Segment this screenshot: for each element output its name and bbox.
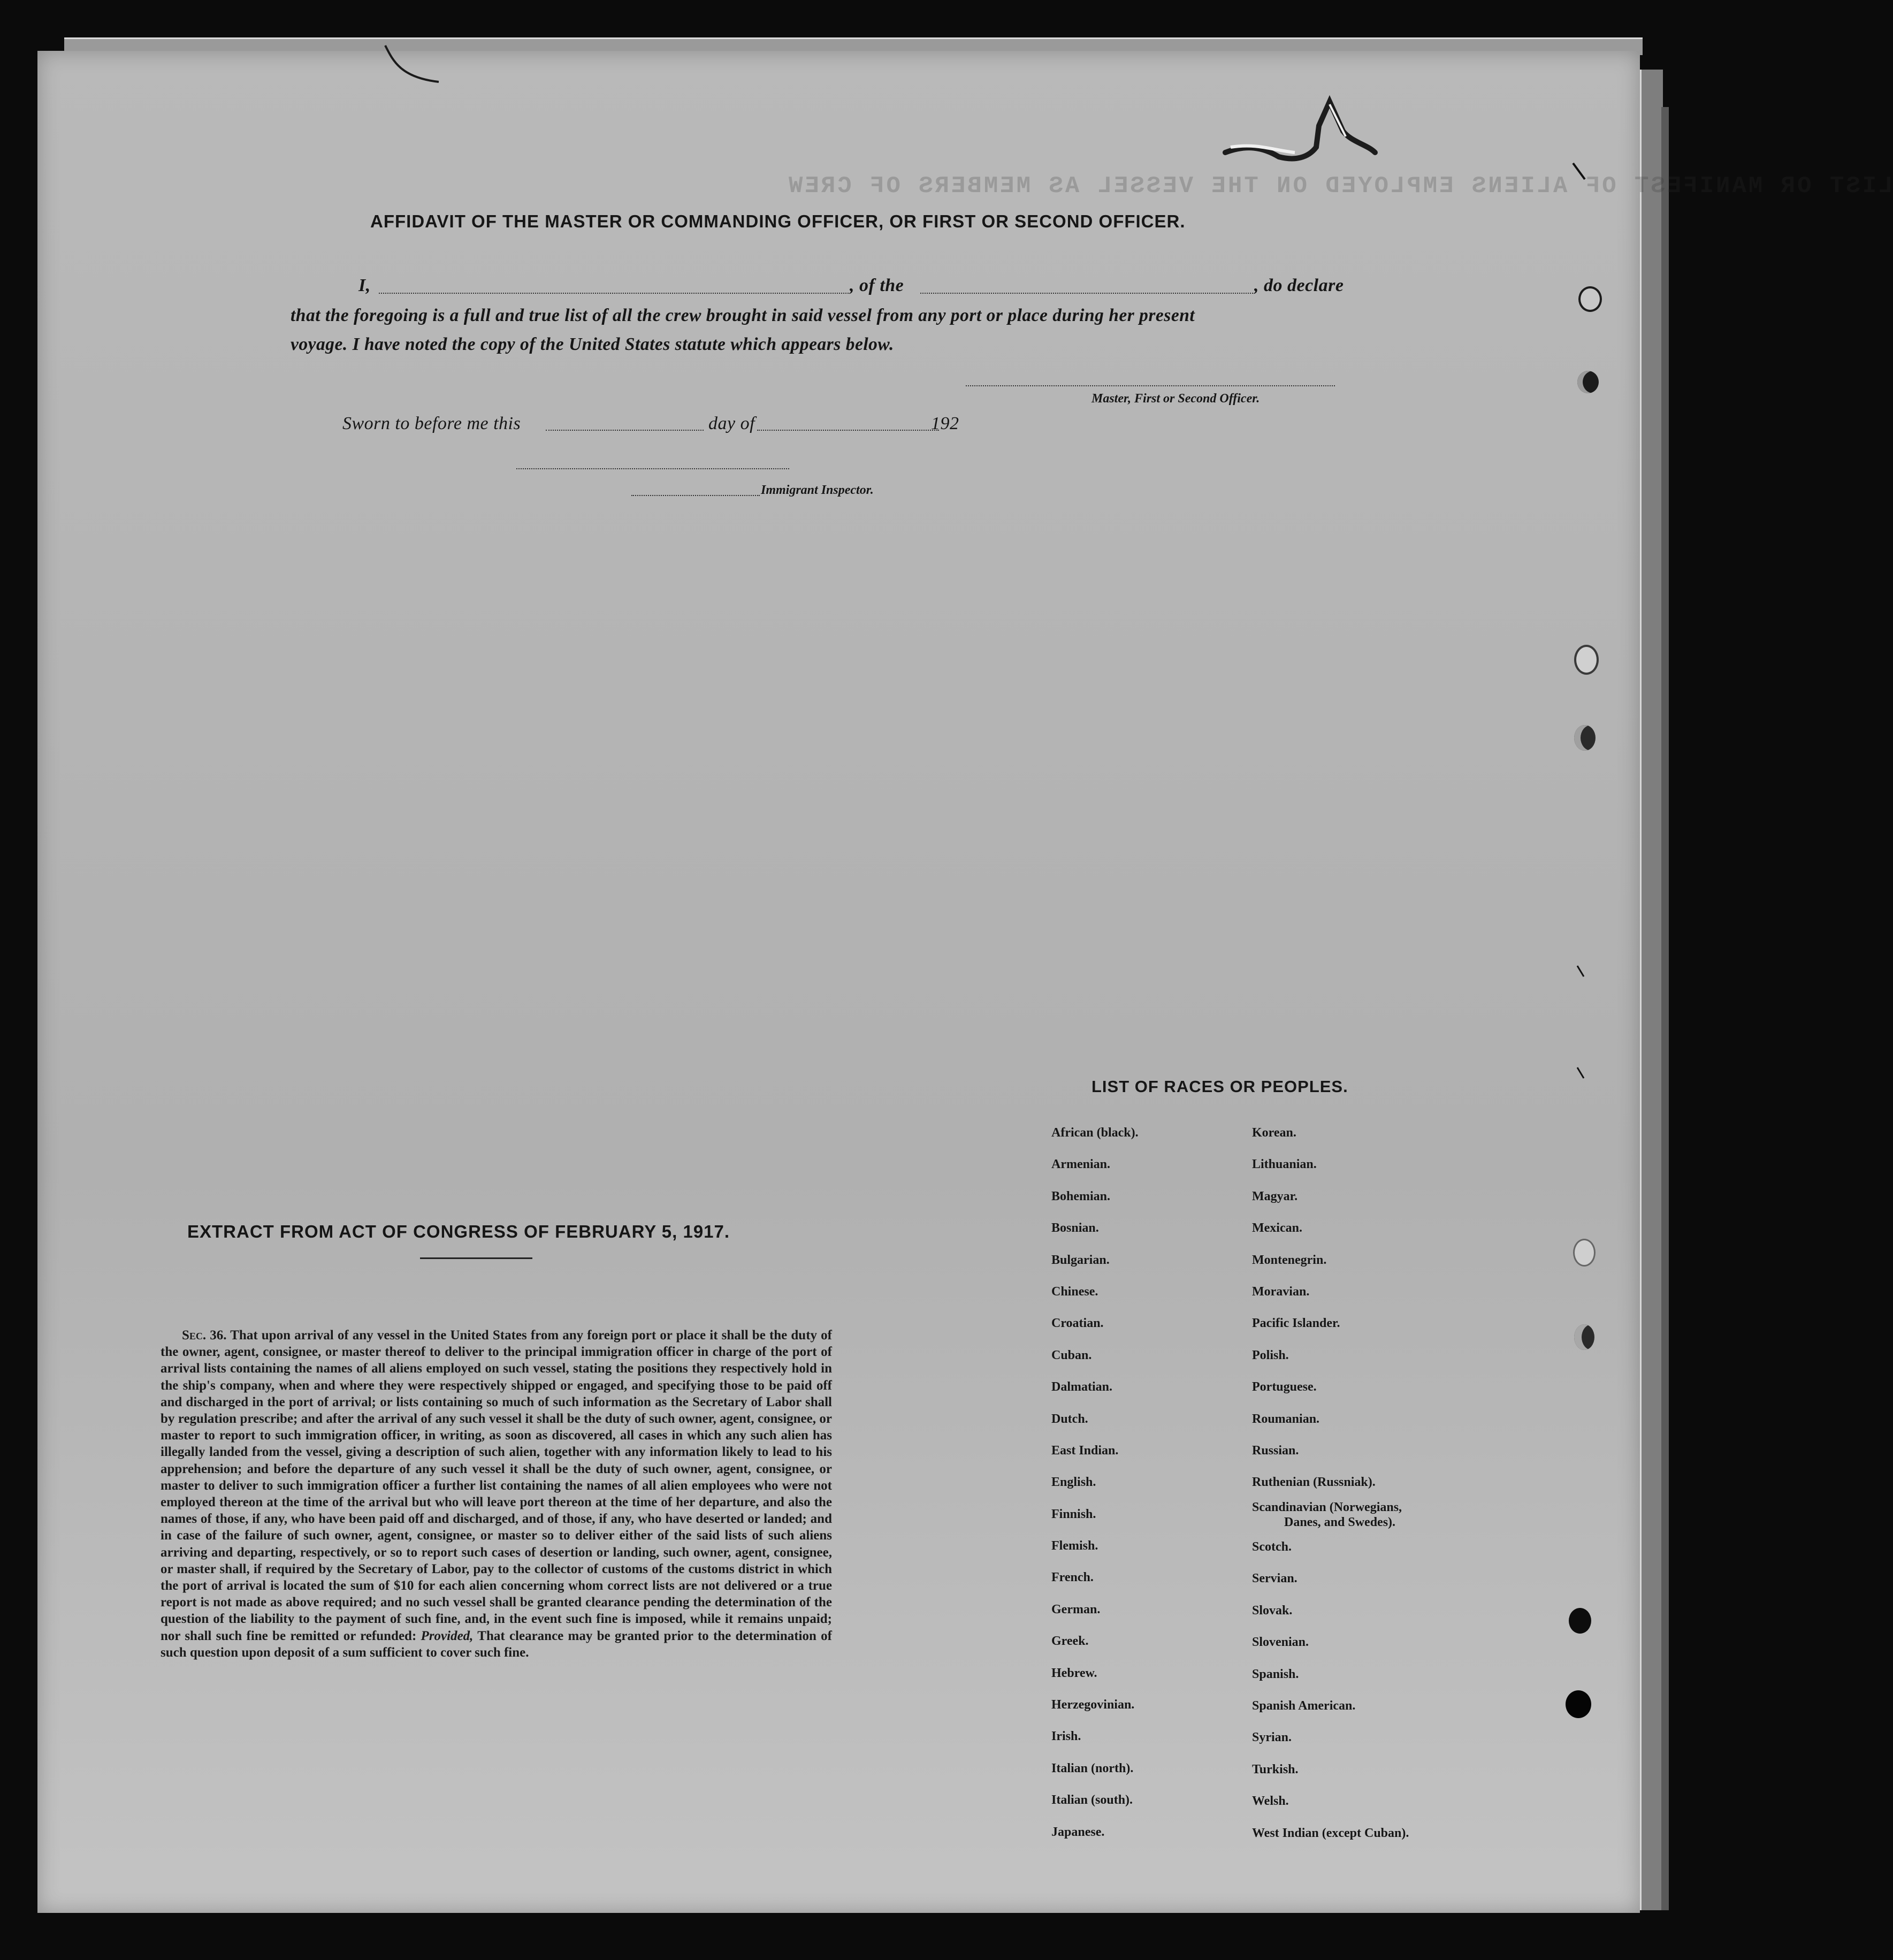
race-item: Scotch. (1252, 1540, 1292, 1554)
sworn-day-blank[interactable] (546, 430, 704, 431)
page-edge-shadow (1661, 107, 1669, 1910)
race-item: West Indian (except Cuban). (1252, 1826, 1409, 1840)
race-item: Polish. (1252, 1348, 1289, 1362)
race-item: Syrian. (1252, 1730, 1292, 1745)
race-item: Dalmatian. (1051, 1380, 1112, 1394)
punch-hole (1573, 1239, 1596, 1267)
torn-corner-mark (1215, 94, 1386, 169)
affidavit-line1-end: , do declare (1254, 276, 1344, 295)
races-right-column (1252, 1117, 1409, 1849)
race-item: Moravian. (1252, 1284, 1310, 1299)
race-item: English. (1051, 1475, 1096, 1490)
race-item: Hebrew. (1051, 1666, 1097, 1680)
affidavit-line2: that the foregoing is a full and true list of all the crew brought in said vessel from any port or place during her present (291, 306, 1195, 325)
race-item: Magyar. (1252, 1189, 1298, 1203)
race-item: German. (1051, 1602, 1101, 1616)
race-item: Japanese. (1051, 1825, 1105, 1839)
race-item: Irish. (1051, 1729, 1081, 1744)
inspector-label-lead (631, 495, 760, 496)
race-item: Herzegovinian. (1051, 1698, 1135, 1712)
sworn-month-blank[interactable] (757, 430, 939, 431)
extract-title-rule (420, 1257, 532, 1259)
statute-provided-text: That clearance may be granted prior to the determination of such question upon deposit of a sum sufficient to cover such fine. (161, 1628, 832, 1660)
race-item: Italian (south). (1051, 1793, 1133, 1808)
race-item: Flemish. (1051, 1539, 1098, 1553)
race-item: Welsh. (1252, 1794, 1289, 1809)
race-item: Pacific Islander. (1252, 1316, 1340, 1331)
race-item: Bulgarian. (1051, 1253, 1110, 1267)
race-item: French. (1051, 1570, 1094, 1585)
punch-hole (1574, 1324, 1594, 1350)
signature-label: Master, First or Second Officer. (1091, 392, 1260, 406)
race-item: Armenian. (1051, 1157, 1110, 1172)
race-item: Mexican. (1252, 1221, 1302, 1236)
race-item: Turkish. (1252, 1762, 1299, 1776)
statute-text (161, 1327, 832, 1661)
race-item: Servian. (1252, 1572, 1297, 1586)
race-item: Croatian. (1051, 1316, 1104, 1331)
race-item: Spanish. (1252, 1667, 1299, 1681)
punch-hole (1566, 1690, 1591, 1718)
extract-title: EXTRACT FROM ACT OF CONGRESS OF FEBRUARY 5, 1917. (187, 1222, 730, 1241)
race-item: Greek. (1051, 1634, 1089, 1649)
races-left-column (1051, 1117, 1139, 1848)
race-item: Montenegrin. (1252, 1253, 1327, 1267)
statute-section-label: Sec. 36. (182, 1328, 227, 1343)
race-item: Roumanian. (1252, 1412, 1320, 1426)
sworn-start: Sworn to before me this (342, 414, 521, 433)
statute-provided-label: Provided, (421, 1628, 474, 1643)
race-item: Korean. (1252, 1126, 1296, 1140)
race-item: Italian (north). (1051, 1761, 1134, 1775)
race-item: Spanish American. (1252, 1699, 1356, 1713)
top-fold-mark (380, 40, 444, 88)
race-item: Bohemian. (1051, 1189, 1111, 1203)
document-page (37, 51, 1893, 1913)
races-title: LIST OF RACES OR PEOPLES. (1091, 1077, 1348, 1096)
inspector-label: Immigrant Inspector. (761, 483, 874, 497)
race-item (1252, 1499, 1409, 1531)
name-blank[interactable] (379, 293, 849, 294)
race-item: Ruthenian (Russniak). (1252, 1475, 1376, 1490)
bleed-through-header: LIST OR MANIFEST OF ALIENS EMPLOYED ON THE VESSEL AS MEMBERS OF CREW (787, 173, 1893, 200)
affidavit-title: AFFIDAVIT OF THE MASTER OR COMMANDING OFFICER, OR FIRST OR SECOND OFFICER. (370, 211, 1186, 231)
race-item: Dutch. (1051, 1412, 1088, 1426)
affidavit-line3: voyage. I have noted the copy of the United States statute which appears below. (291, 334, 894, 354)
vessel-blank[interactable] (920, 293, 1253, 294)
race-item-line2: Danes, and Swedes). (1284, 1515, 1396, 1529)
race-item-line1: Scandinavian (Norwegians, (1252, 1500, 1402, 1514)
punch-hole (1569, 1608, 1591, 1634)
race-item: Cuban. (1051, 1348, 1092, 1362)
page-edge-right (1640, 70, 1663, 1910)
sworn-mid: day of (708, 414, 755, 433)
signature-blank[interactable] (966, 385, 1335, 386)
race-item: East Indian. (1051, 1443, 1119, 1458)
race-item: Portuguese. (1252, 1380, 1317, 1394)
right-edge-marks (1557, 158, 1589, 1121)
race-item: Bosnian. (1051, 1221, 1099, 1236)
race-item: Slovak. (1252, 1603, 1293, 1618)
sworn-year: 192 (931, 414, 959, 433)
race-item: Russian. (1252, 1443, 1299, 1458)
race-item: Chinese. (1051, 1284, 1098, 1299)
statute-body: That upon arrival of any vessel in the United States from any foreign port or place it shall be the duty of the owner, agent, consignee, or master thereof to deliver to the principal immigration officer in charge of the port of arrival lists containing the names of all aliens employed on such vessel, stating the positions they respectively hold in the ship's company, when and where they were respectively shipped or engaged, and specifying those to be paid off and discharged in the port of arrival; or lists containing so much of such information as the Secretary of Labor shall by regulation prescribe; and after the arrival of any such vessel it shall be the duty of such owner, agent, consignee, or master to report to such immigration officer, in writing, as soon as discovered, all cases in which any such alien has illegally landed from the vessel, giving a description of such alien, together with any information likely to lead to his apprehension; and before the departure of any such vessel it shall be the duty of such owner, agent, consignee, or master to deliver to such immigration officer a further list containing the names of all alien employees who were not employed thereon at the time of the arrival but who will leave port thereon at the time of her departure, and also the names of those, if any, who have been paid off and discharged, and of those, if any, who have deserted or landed; and in case of the failure of such owner, agent, consignee, or master so to deliver either of the said lists of such aliens arriving and departing, respectively, or so to report such cases of desertion or landing, such owner, agent, consignee, or master shall, if required by the Secretary of Labor, pay to the collector of customs of the customs district in which the port of arrival is located the sum of $10 for each alien concerning whom correct lists are not delivered or a true report is not made as above required; and no such vessel shall be granted clearance pending the determination of the question of the liability to the payment of such fine, and, in the event such fine is imposed, while it remains unpaid; nor shall such fine be remitted or refunded: (161, 1328, 832, 1643)
inspector-signature-blank[interactable] (516, 468, 789, 469)
affidavit-line1-mid: , of the (850, 276, 904, 295)
race-item: Finnish. (1051, 1507, 1096, 1521)
race-item: African (black). (1051, 1126, 1139, 1140)
race-item: Lithuanian. (1252, 1157, 1317, 1172)
affidavit-line1-start: I, (358, 276, 371, 295)
race-item: Slovenian. (1252, 1635, 1309, 1650)
